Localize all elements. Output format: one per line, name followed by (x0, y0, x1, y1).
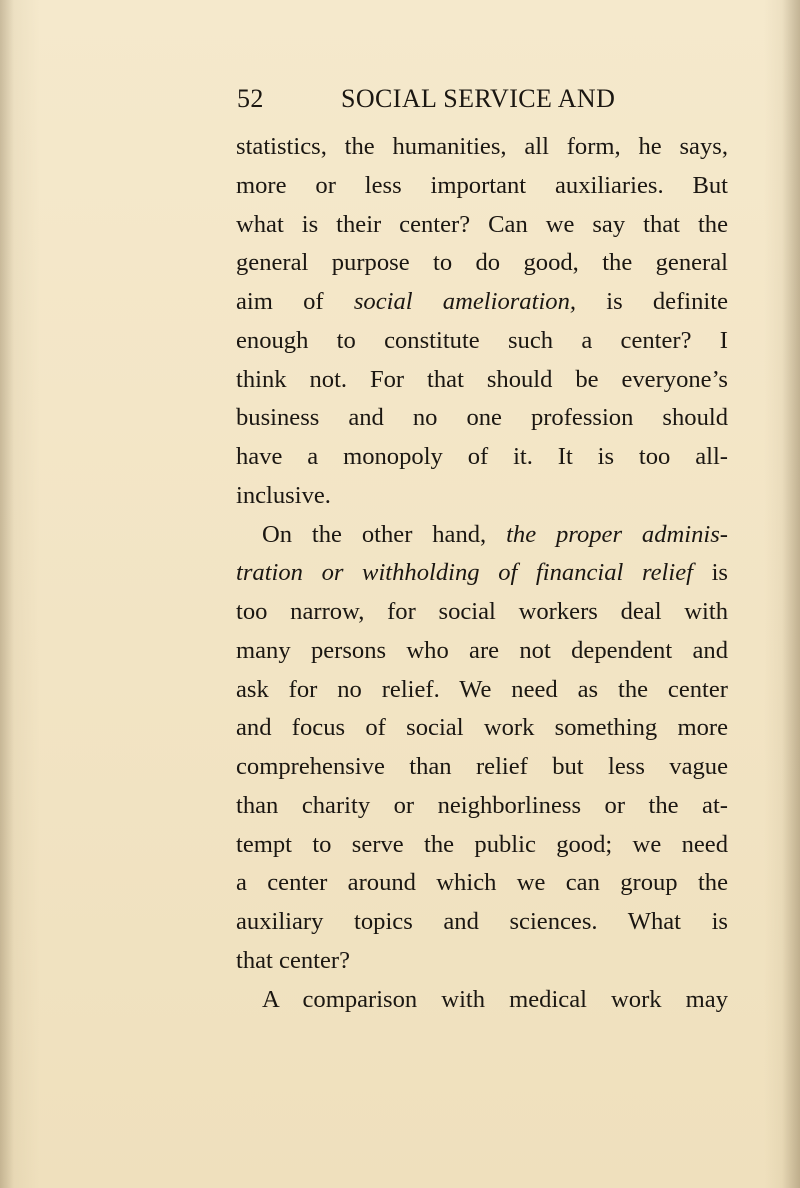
body-text (236, 128, 728, 1019)
text-line: ask for no relief. We need as the center (236, 675, 728, 703)
text-line: than charity or neighborliness or the at- (236, 791, 728, 819)
italic-text-segment: social amelioration, (353, 288, 577, 315)
text-line: enough to constitute such a center? I (236, 326, 728, 354)
text-line: many persons who are not dependent and (236, 636, 728, 664)
text-segment: On the other hand, (262, 520, 507, 548)
text-line-with-italic-phrase (236, 554, 728, 593)
text-line: statistics, the humanities, all form, he says, (236, 133, 728, 160)
text-line: and focus of social work something more (236, 714, 728, 742)
italic-text-segment: the proper adminis- (506, 520, 728, 548)
text-line: inclusive. (236, 481, 331, 509)
text-line: too narrow, for social workers deal with (236, 598, 728, 625)
page-number: 52 (237, 84, 264, 113)
text-segment: is definite (576, 288, 728, 315)
paragraph-start-line: A comparison with medical work may (262, 985, 728, 1013)
italic-text-segment: tration or withholding of financial relief (236, 559, 693, 587)
right-page-edge-shadow (782, 0, 800, 1188)
text-segment: aim of (236, 288, 354, 315)
text-segment: is (692, 559, 729, 587)
text-line: think not. For that should be everyone’s (236, 365, 728, 393)
running-head: SOCIAL SERVICE AND (341, 84, 616, 113)
text-line: what is their center? Can we say that the (236, 210, 728, 238)
text-line: more or less important auxiliaries. But (236, 171, 728, 199)
left-page-edge-shadow (0, 0, 14, 1188)
text-line: auxiliary topics and sciences. What is (236, 908, 728, 935)
text-line: comprehensive than relief but less vague (236, 753, 728, 780)
text-line: that center? (236, 946, 351, 974)
text-line: a center around which we can group the (236, 869, 728, 897)
text-line: general purpose to do good, the general (236, 249, 728, 277)
paragraph-start-line-with-italic-phrase (236, 516, 728, 555)
page-header (237, 84, 637, 120)
text-line: have a monopoly of it. It is too all- (236, 443, 728, 470)
text-line: tempt to serve the public good; we need (236, 830, 728, 858)
text-line: business and no one profession should (236, 404, 728, 432)
text-line-with-italic-phrase (236, 283, 728, 322)
